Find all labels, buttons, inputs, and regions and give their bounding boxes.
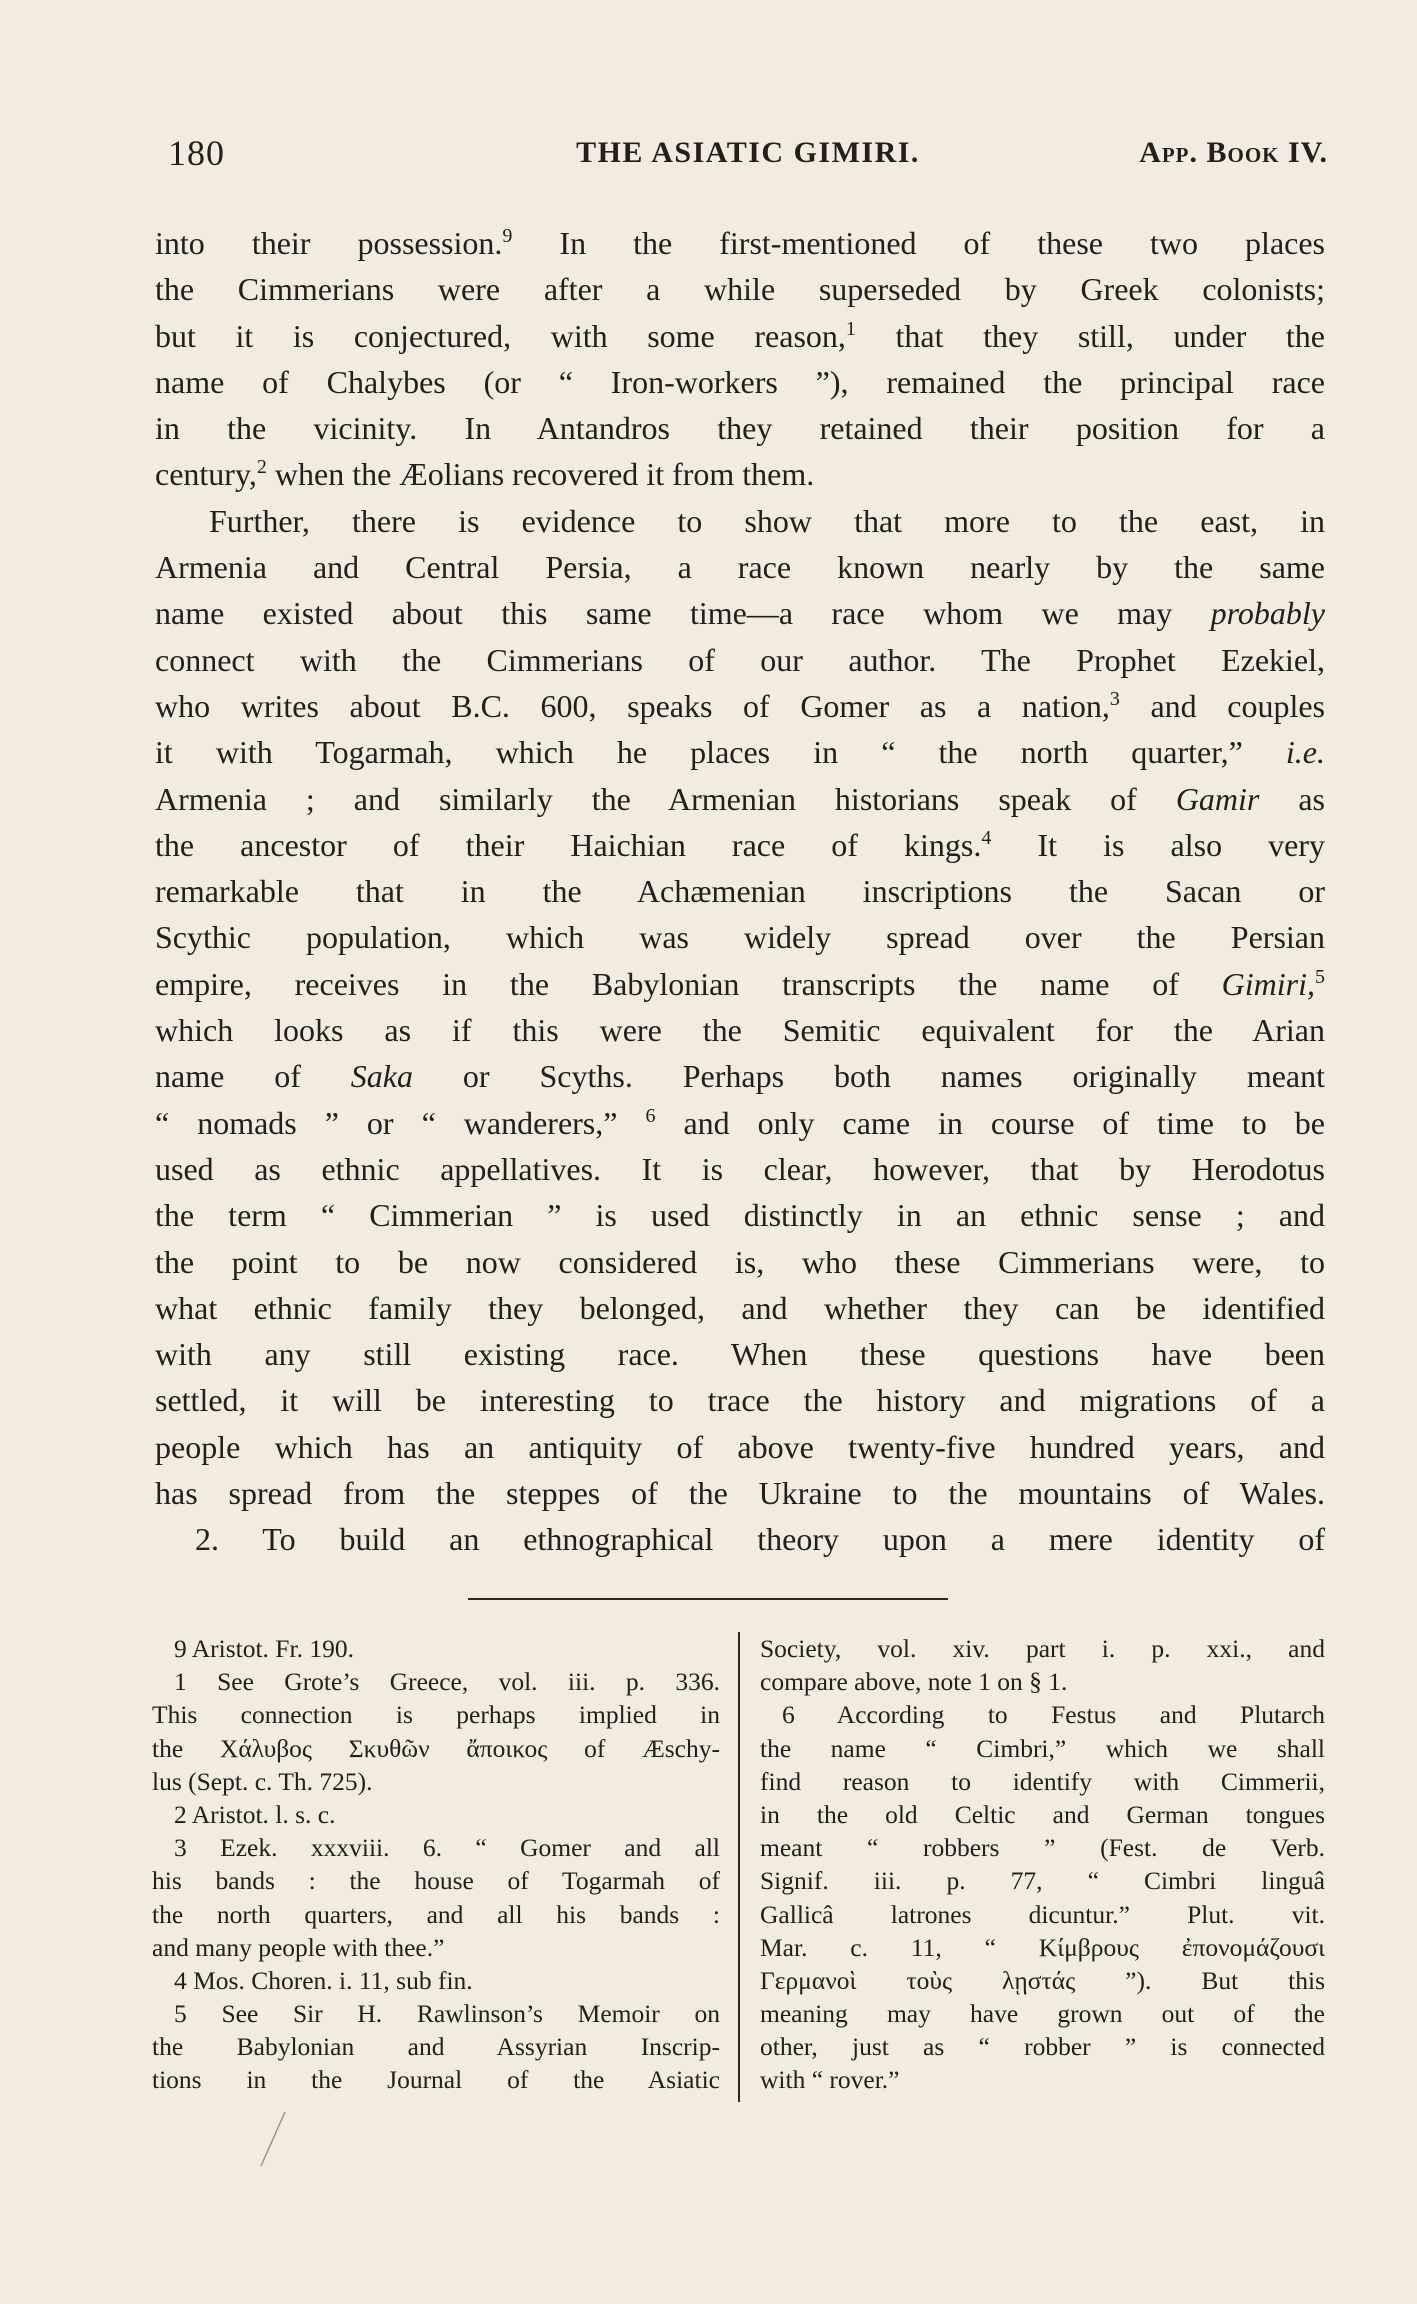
text-line: “ nomads ” or “ wanderers,” $^6$ and only came in course of time to be (155, 1104, 1325, 1141)
text-line: but it is conjectured, with some reason,$^1$ that they still, under the (155, 317, 1325, 354)
footnote-ref[interactable]: 2 (256, 456, 267, 479)
text-line: who writes about B.C. 600, speaks of Gomer as a nation,$^3$ and couples (155, 687, 1325, 724)
footnote-line: 5 See Sir H. Rawlinson’s Memoir on (174, 1999, 720, 2029)
footnote-line: 4 Mos. Choren. i. 11, sub fin. (174, 1965, 473, 1995)
footnote-line: in the old Celtic and German tongues (760, 1799, 1325, 1829)
text-line: what ethnic family they belonged, and whether they can be identified (155, 1289, 1325, 1326)
text-line: name of Saka or Scyths. Perhaps both names originally meant (155, 1058, 1325, 1095)
text-line: the Cimmerians were after a while superseded by Greek colonists; (155, 271, 1325, 308)
footnote-ref[interactable]: 3 (1109, 687, 1120, 710)
footnote-line: the north quarters, and all his bands : (152, 1899, 720, 1929)
page-number: 180 (168, 133, 225, 173)
book-reference: App. Book IV. (1139, 136, 1328, 169)
footnote-line: and many people with thee.” (152, 1932, 445, 1962)
footnote-line: find reason to identify with Cimmerii, (760, 1766, 1325, 1796)
text-line: name existed about this same time—a race whom we may probably (155, 595, 1325, 632)
footnote-ref[interactable]: 4 (981, 826, 992, 849)
text-line: used as ethnic appellatives. It is clear, however, that by Herodotus (155, 1150, 1325, 1187)
footnote-line: 3 Ezek. xxxviii. 6. “ Gomer and all (174, 1833, 720, 1863)
text-line: century,$^2$ when the Æolians recovered it from them. (155, 456, 815, 493)
footnote-line: Signif. iii. p. 77, “ Cimbri linguâ (760, 1866, 1325, 1896)
footnotes-left-column (152, 1632, 720, 2097)
text-line: empire, receives in the Babylonian transcripts the name of Gimiri,$^5$ (155, 965, 1325, 1002)
footnote-line: the Babylonian and Assyrian Inscrip- (152, 2032, 720, 2062)
footnote-line: This connection is perhaps implied in (152, 1700, 720, 1730)
footnote-line: 9 Aristot. Fr. 190. (174, 1634, 354, 1663)
footnote-rule (468, 1598, 948, 1600)
running-header (168, 132, 1328, 182)
text-line: into their possession.$^9$ In the first-mentioned of these two places (155, 225, 1325, 261)
footnote-line: 6 According to Festus and Plutarch (782, 1700, 1325, 1730)
footnote-line: his bands : the house of Togarmah of (152, 1866, 720, 1896)
footnote-line: 1 See Grote’s Greece, vol. iii. p. 336. (174, 1667, 720, 1697)
footnote-line: with “ rover.” (760, 2065, 900, 2095)
running-title: THE ASIATIC GIMIRI. (576, 136, 920, 169)
text-line: with any still existing race. When these questions have been (155, 1336, 1325, 1373)
text-line: settled, it will be interesting to trace the history and migrations of a (155, 1382, 1325, 1419)
footnote-line: Γερμανοὶ τοὺς λῃστάς ”). But this (760, 1965, 1325, 1995)
footnote-line: lus (Sept. c. Th. 725). (152, 1766, 373, 1796)
footnote-line: Mar. c. 11, “ Κίμβρους ἐπονομάζουσι (760, 1932, 1325, 1962)
body-text (155, 220, 1325, 1563)
footnote-line: Gallicâ latrones dicuntur.” Plut. vit. (760, 1899, 1325, 1929)
footnote-ref[interactable]: 5 (1315, 965, 1325, 988)
footnote-line: other, just as “ robber ” is connected (760, 2032, 1325, 2062)
footnote-line: compare above, note 1 on § 1. (760, 1667, 1068, 1697)
footnote-line: tions in the Journal of the Asiatic (152, 2065, 720, 2095)
footnote-column-divider (738, 1632, 740, 2102)
footnote-line: 2 Aristot. l. s. c. (174, 1799, 336, 1829)
text-line: the point to be now considered is, who these Cimmerians were, to (155, 1243, 1325, 1280)
pencil-mark (255, 2110, 289, 2170)
text-line: Armenia ; and similarly the Armenian historians speak of Gamir as (155, 780, 1325, 817)
text-line: the term “ Cimmerian ” is used distinctly in an ethnic sense ; and (155, 1197, 1325, 1234)
footnote-line: the Χάλυβος Σκυθῶν ἄποικος of Æschy- (152, 1733, 720, 1763)
text-line: which looks as if this were the Semitic equivalent for the Arian (155, 1012, 1325, 1049)
text-line: has spread from the steppes of the Ukraine to the mountains of Wales. (155, 1475, 1325, 1512)
text-line: remarkable that in the Achæmenian inscriptions the Sacan or (155, 873, 1325, 910)
text-line: Scythic population, which was widely spread over the Persian (155, 919, 1325, 956)
text-line: in the vicinity. In Antandros they retained their position for a (155, 410, 1325, 447)
footnote-line: meaning may have grown out of the (760, 1999, 1325, 2029)
text-line: Armenia and Central Persia, a race known nearly by the same (155, 549, 1325, 586)
text-line: it with Togarmah, which he places in “ the north quarter,” i.e. (155, 734, 1325, 771)
text-line: the ancestor of their Haichian race of kings.$^4$ It is also very (155, 826, 1325, 863)
text-line: connect with the Cimmerians of our author. The Prophet Ezekiel, (155, 641, 1325, 678)
text-line: Further, there is evidence to show that more to the east, in (209, 502, 1325, 539)
footnote-ref[interactable]: 1 (845, 317, 856, 340)
footnote-line: the name “ Cimbri,” which we shall (760, 1733, 1325, 1763)
footnote-ref[interactable]: 9 (502, 225, 513, 247)
footnotes-right-column (760, 1632, 1325, 2097)
text-line: 2. To build an ethnographical theory upon a mere identity of (195, 1521, 1325, 1558)
footnote-ref[interactable]: 6 (645, 1104, 656, 1127)
footnote-line: meant “ robbers ” (Fest. de Verb. (760, 1833, 1325, 1863)
text-line: people which has an antiquity of above twenty-five hundred years, and (155, 1428, 1325, 1465)
footnote-line: Society, vol. xiv. part i. p. xxi., and (760, 1634, 1325, 1663)
text-line: name of Chalybes (or “ Iron-workers ”), remained the principal race (155, 363, 1325, 400)
